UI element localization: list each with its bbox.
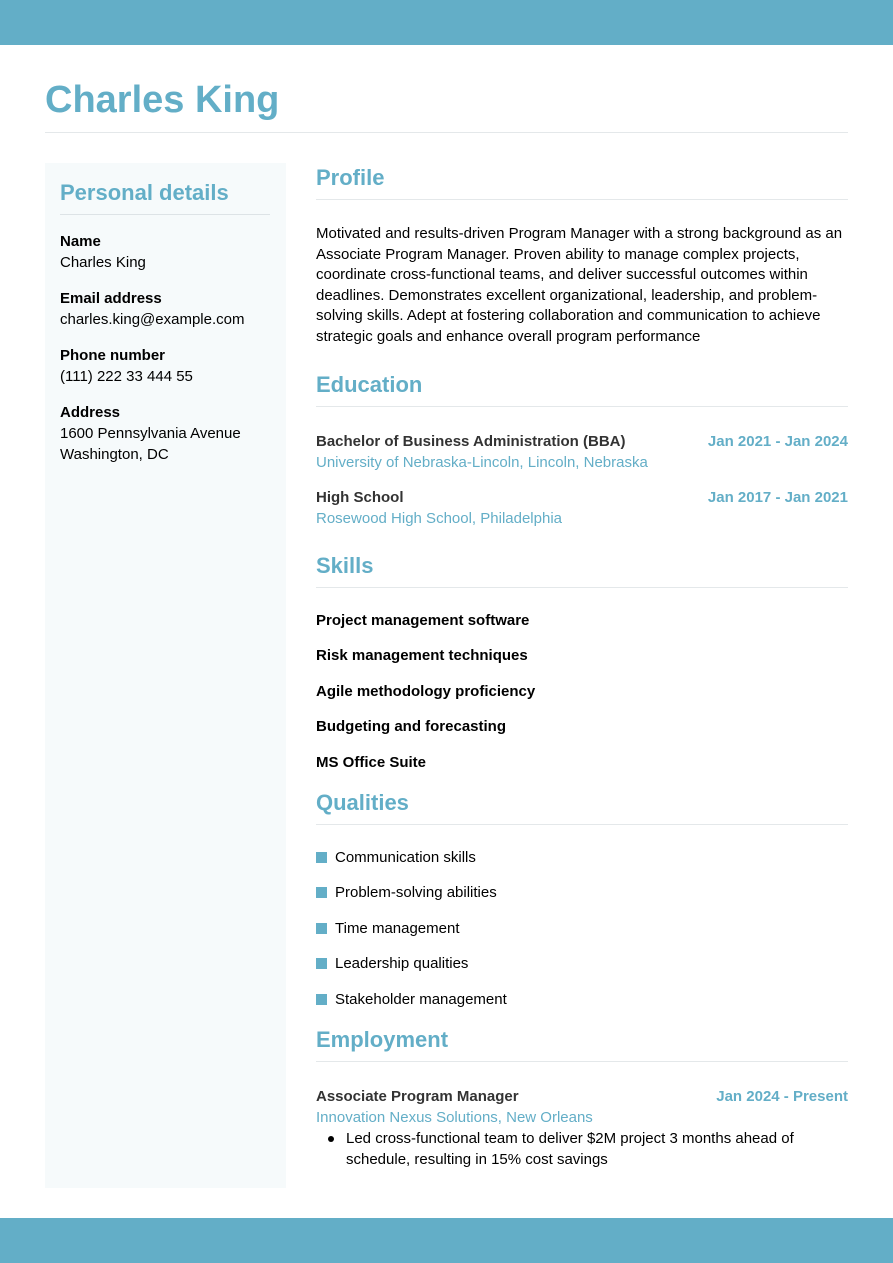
education-degree: High School (316, 488, 404, 506)
skills-section (316, 551, 848, 773)
skill-item: Budgeting and forecasting (316, 718, 507, 736)
personal-details-sidebar (45, 163, 286, 1188)
employment-company: Innovation Nexus Solutions, New Orleans (316, 1108, 593, 1126)
education-school: Rosewood High School, Philadelphia (316, 509, 562, 527)
main-column (316, 163, 848, 1170)
detail-value: (111) 222 33 444 55 (60, 368, 193, 385)
education-dates: Jan 2017 - Jan 2021 (707, 488, 848, 506)
bottom-accent-bar (0, 1218, 893, 1263)
qualities-heading: Qualities (316, 788, 848, 825)
profile-text: Motivated and results-driven Program Manager with a strong background as an Associate Program Manager. Proven ability to manage complex projects, coordinate cross-functional teams, and deliver successful outcomes within deadlines. Demonstrates excellent organizational, leadership, and problem-solving skills. Adept at fostering collaboration and communication to achieve strategic goals and enhance overall program performance (316, 225, 843, 345)
employment-bullet-text: Led cross-functional team to deliver $2M project 3 months ahead of schedule, resulting in 15% cost savings (346, 1129, 794, 1168)
profile-section (316, 163, 848, 348)
top-accent-bar (0, 0, 893, 45)
quality-label: Problem-solving abilities (335, 884, 497, 902)
education-entry (316, 487, 848, 529)
education-section (316, 370, 848, 529)
skill-item: Project management software (316, 611, 530, 629)
square-bullet-icon (316, 958, 327, 969)
quality-label: Communication skills (335, 848, 476, 866)
qualities-list (316, 847, 848, 1010)
employment-section (316, 1025, 848, 1170)
detail-name (60, 232, 270, 273)
square-bullet-icon (316, 887, 327, 898)
detail-email (60, 289, 270, 330)
detail-value-street: 1600 Pennsylvania Avenue (60, 425, 241, 442)
bullet-dot-icon (328, 1136, 334, 1142)
detail-phone (60, 346, 270, 387)
detail-value: charles.king@example.com (60, 311, 245, 328)
employment-entry (316, 1086, 848, 1170)
profile-heading: Profile (316, 163, 848, 200)
skill-item: Agile methodology proficiency (316, 682, 536, 700)
quality-item (316, 989, 848, 1010)
skill-item: MS Office Suite (316, 753, 427, 771)
education-dates: Jan 2021 - Jan 2024 (707, 432, 848, 450)
square-bullet-icon (316, 923, 327, 934)
employment-dates: Jan 2024 - Present (716, 1087, 848, 1105)
header-divider (45, 132, 848, 133)
detail-value-city: Washington, DC (60, 446, 169, 463)
education-degree: Bachelor of Business Administration (BBA) (316, 432, 626, 450)
quality-item (316, 882, 848, 903)
detail-label: Phone number (60, 347, 166, 364)
education-entry (316, 431, 848, 473)
employment-role: Associate Program Manager (316, 1087, 519, 1105)
detail-value: Charles King (60, 254, 146, 271)
education-school: University of Nebraska-Lincoln, Lincoln, Nebraska (316, 453, 648, 471)
employment-bullet-item (346, 1128, 848, 1170)
skills-heading: Skills (316, 551, 848, 588)
qualities-section (316, 788, 848, 1010)
skills-list (316, 610, 848, 773)
personal-details-heading: Personal details (60, 179, 270, 215)
quality-item (316, 953, 848, 974)
skill-item: Risk management techniques (316, 647, 528, 665)
employment-heading: Employment (316, 1025, 848, 1062)
detail-label: Name (60, 233, 101, 250)
employment-bullets (316, 1128, 848, 1170)
quality-item (316, 847, 848, 868)
page-title: Charles King (45, 79, 280, 121)
detail-address (60, 403, 270, 465)
detail-label: Address (60, 404, 121, 421)
quality-item (316, 918, 848, 939)
square-bullet-icon (316, 994, 327, 1005)
education-heading: Education (316, 370, 848, 407)
square-bullet-icon (316, 852, 327, 863)
detail-label: Email address (60, 290, 162, 307)
quality-label: Stakeholder management (335, 990, 507, 1008)
quality-label: Leadership qualities (335, 955, 469, 973)
quality-label: Time management (335, 919, 460, 937)
